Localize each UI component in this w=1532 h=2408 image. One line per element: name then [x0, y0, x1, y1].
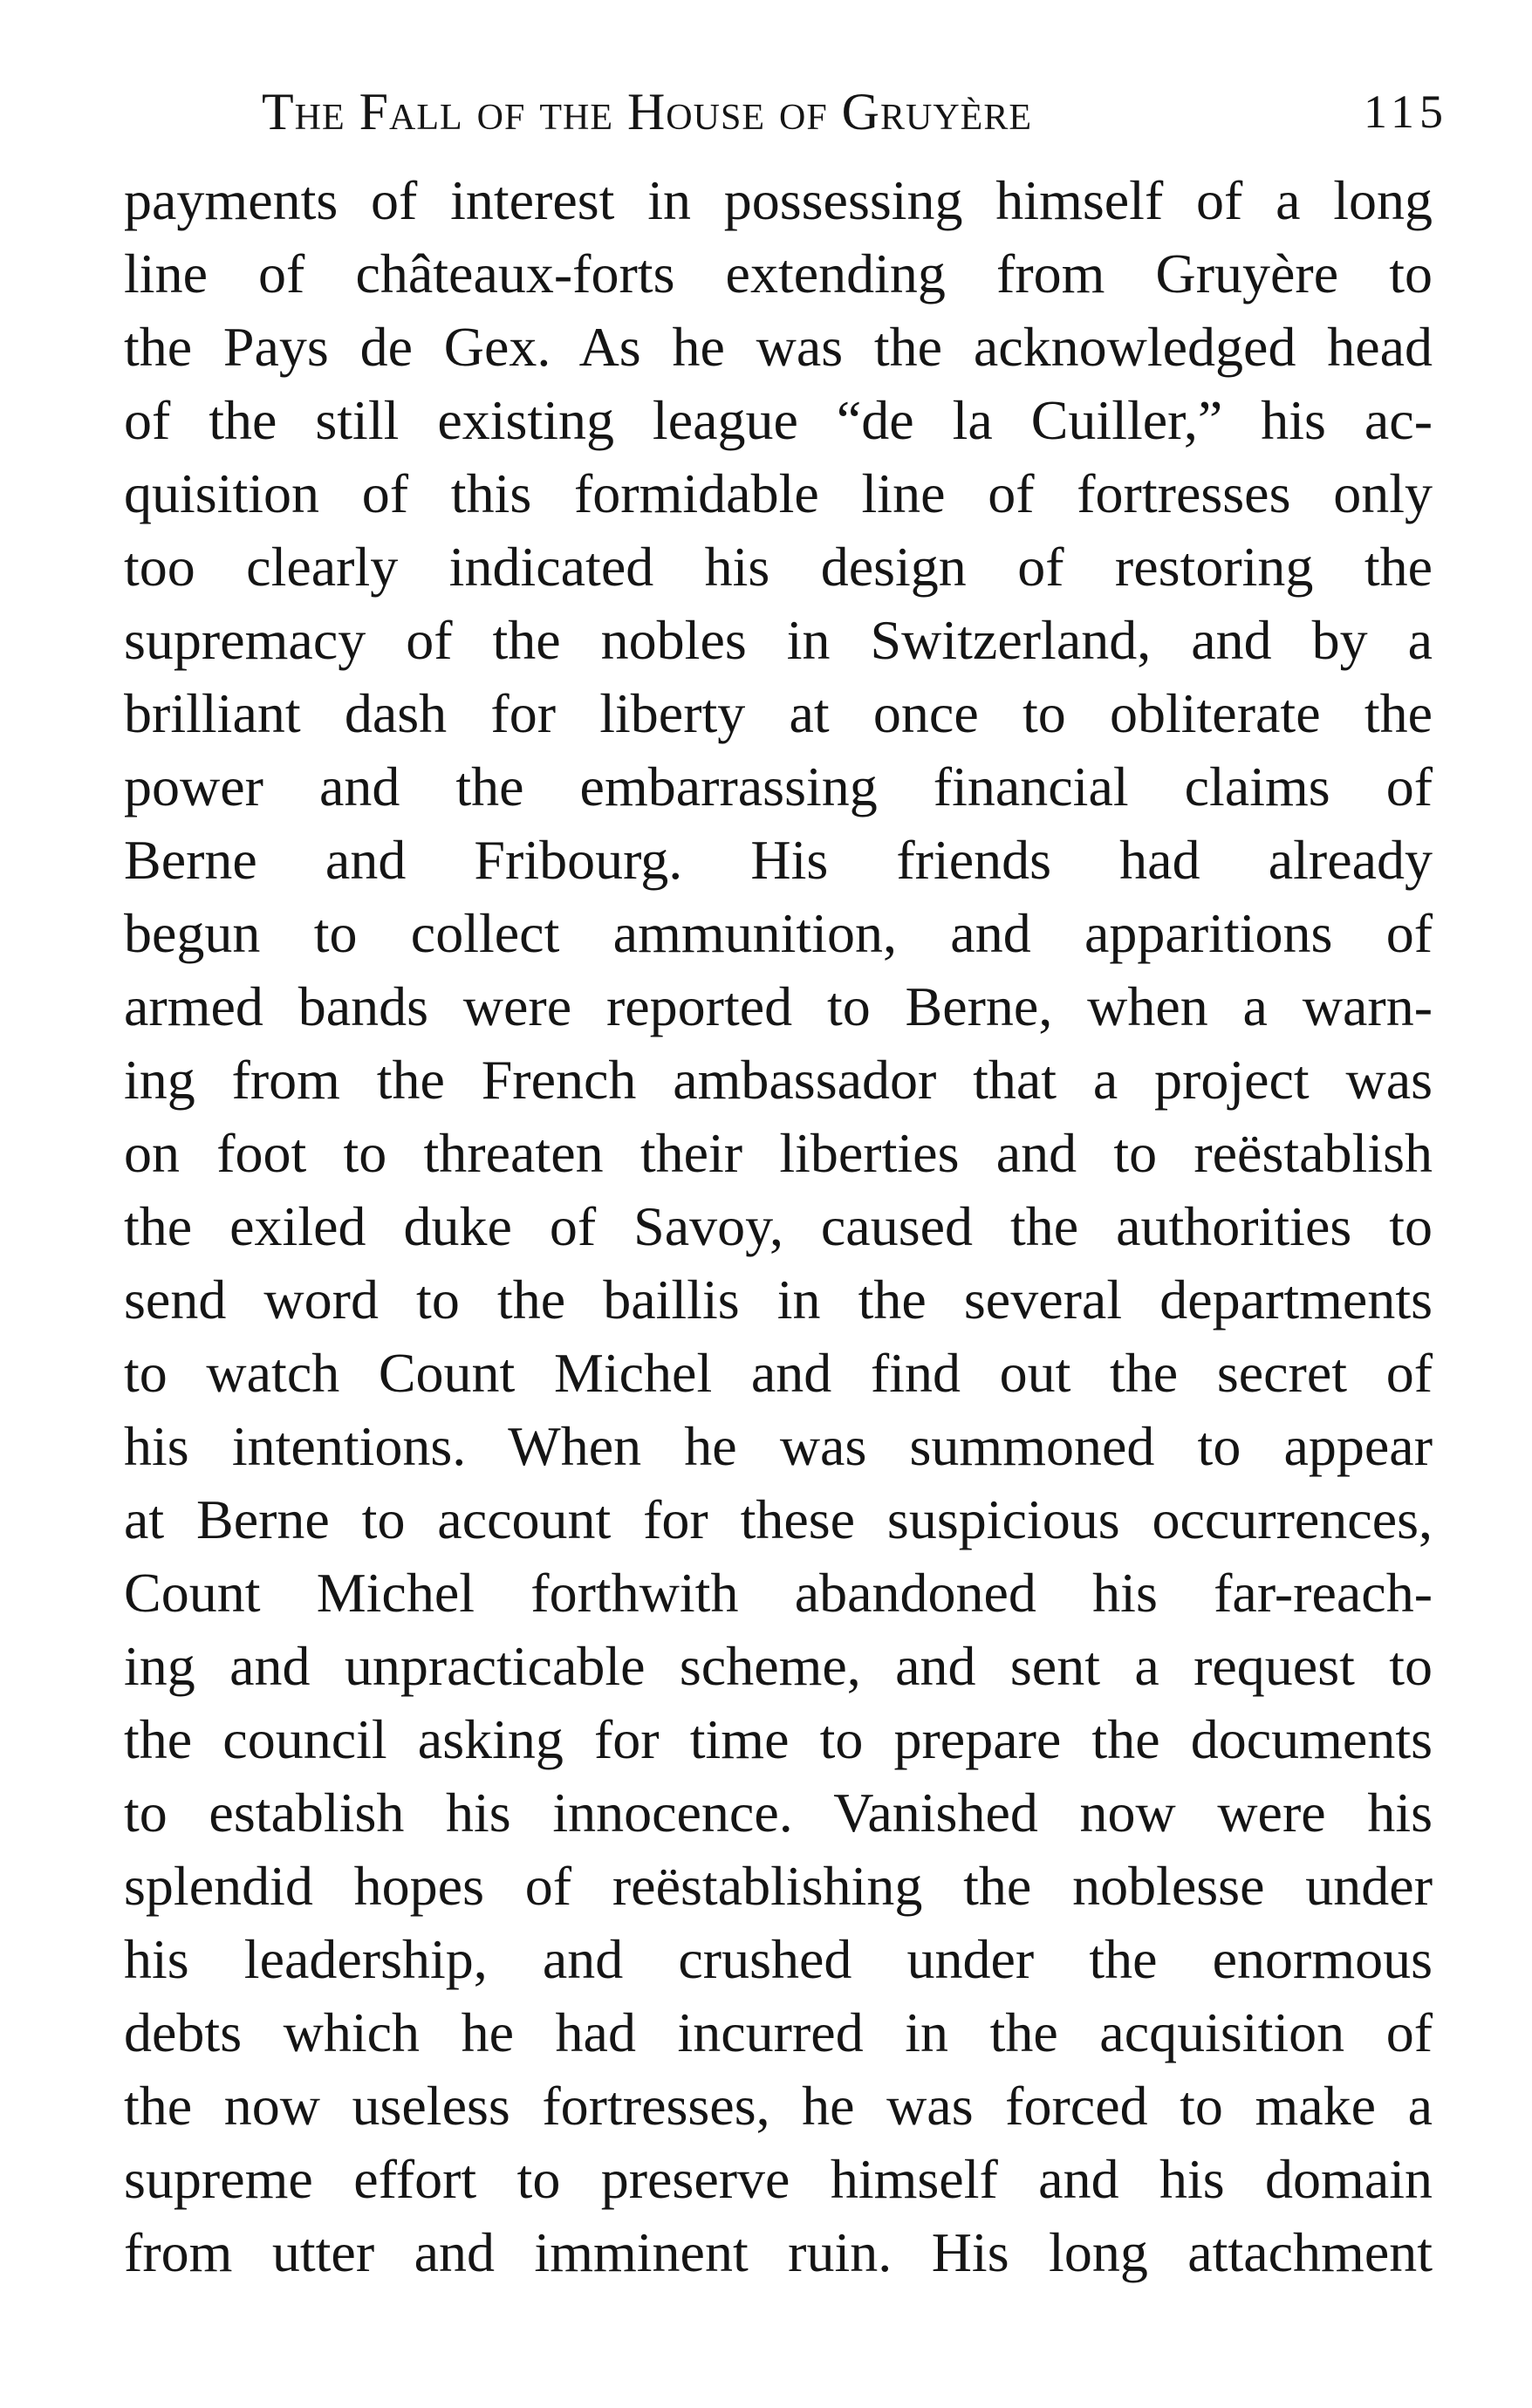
page-number: 115	[1364, 86, 1448, 138]
text-line: Berne and Fribourg. His friends had already	[124, 829, 1433, 891]
body-text	[124, 164, 1433, 2289]
text-line: debts which he had incurred in the acquisition of	[124, 2001, 1433, 2063]
text-line: of the still existing league “de la Cuiller,” his ac-	[124, 389, 1433, 451]
text-line: splendid hopes of reëstablishing the noblesse under	[124, 1855, 1433, 1917]
text-line: line of châteaux-forts extending from Gruyère to	[124, 243, 1433, 304]
text-line: the now useless fortresses, he was forced to make a	[124, 2075, 1433, 2137]
text-line: Count Michel forthwith abandoned his far-reach-	[124, 1562, 1433, 1624]
text-line: ing and unpracticable scheme, and sent a request to	[124, 1635, 1433, 1697]
text-line: too clearly indicated his design of restoring the	[124, 536, 1433, 598]
text-line: at Berne to account for these suspicious occurrences,	[124, 1488, 1433, 1550]
text-line: the Pays de Gex. As he was the acknowledged head	[124, 316, 1433, 378]
text-line: begun to collect ammunition, and apparitions of	[124, 902, 1433, 964]
text-line: ing from the French ambassador that a project was	[124, 1049, 1433, 1111]
text-line: to establish his innocence. Vanished now were his	[124, 1782, 1433, 1844]
text-line: power and the embarrassing financial claims of	[124, 756, 1433, 817]
text-line: payments of interest in possessing himself of a long	[124, 169, 1433, 231]
running-head	[262, 77, 1448, 147]
text-line: brilliant dash for liberty at once to obliterate the	[124, 682, 1433, 744]
text-line: to watch Count Michel and find out the secret of	[124, 1342, 1433, 1404]
text-line: from utter and imminent ruin. His long attachment	[124, 2221, 1433, 2283]
text-line: his intentions. When he was summoned to appear	[124, 1415, 1433, 1477]
text-line: supreme effort to preserve himself and his domain	[124, 2148, 1433, 2210]
text-line: the exiled duke of Savoy, caused the authorities to	[124, 1195, 1433, 1257]
text-line: send word to the baillis in the several departments	[124, 1269, 1433, 1331]
text-line: on foot to threaten their liberties and to reëstablish	[124, 1122, 1433, 1184]
text-line: supremacy of the nobles in Switzerland, and by a	[124, 609, 1433, 671]
text-line: his leadership, and crushed under the enormous	[124, 1928, 1433, 1990]
running-title: The Fall of the House of Gruyère	[262, 83, 1033, 140]
text-line: armed bands were reported to Berne, when a warn-	[124, 975, 1433, 1037]
text-line: quisition of this formidable line of fortresses only	[124, 462, 1433, 524]
text-line: the council asking for time to prepare the documents	[124, 1708, 1433, 1770]
